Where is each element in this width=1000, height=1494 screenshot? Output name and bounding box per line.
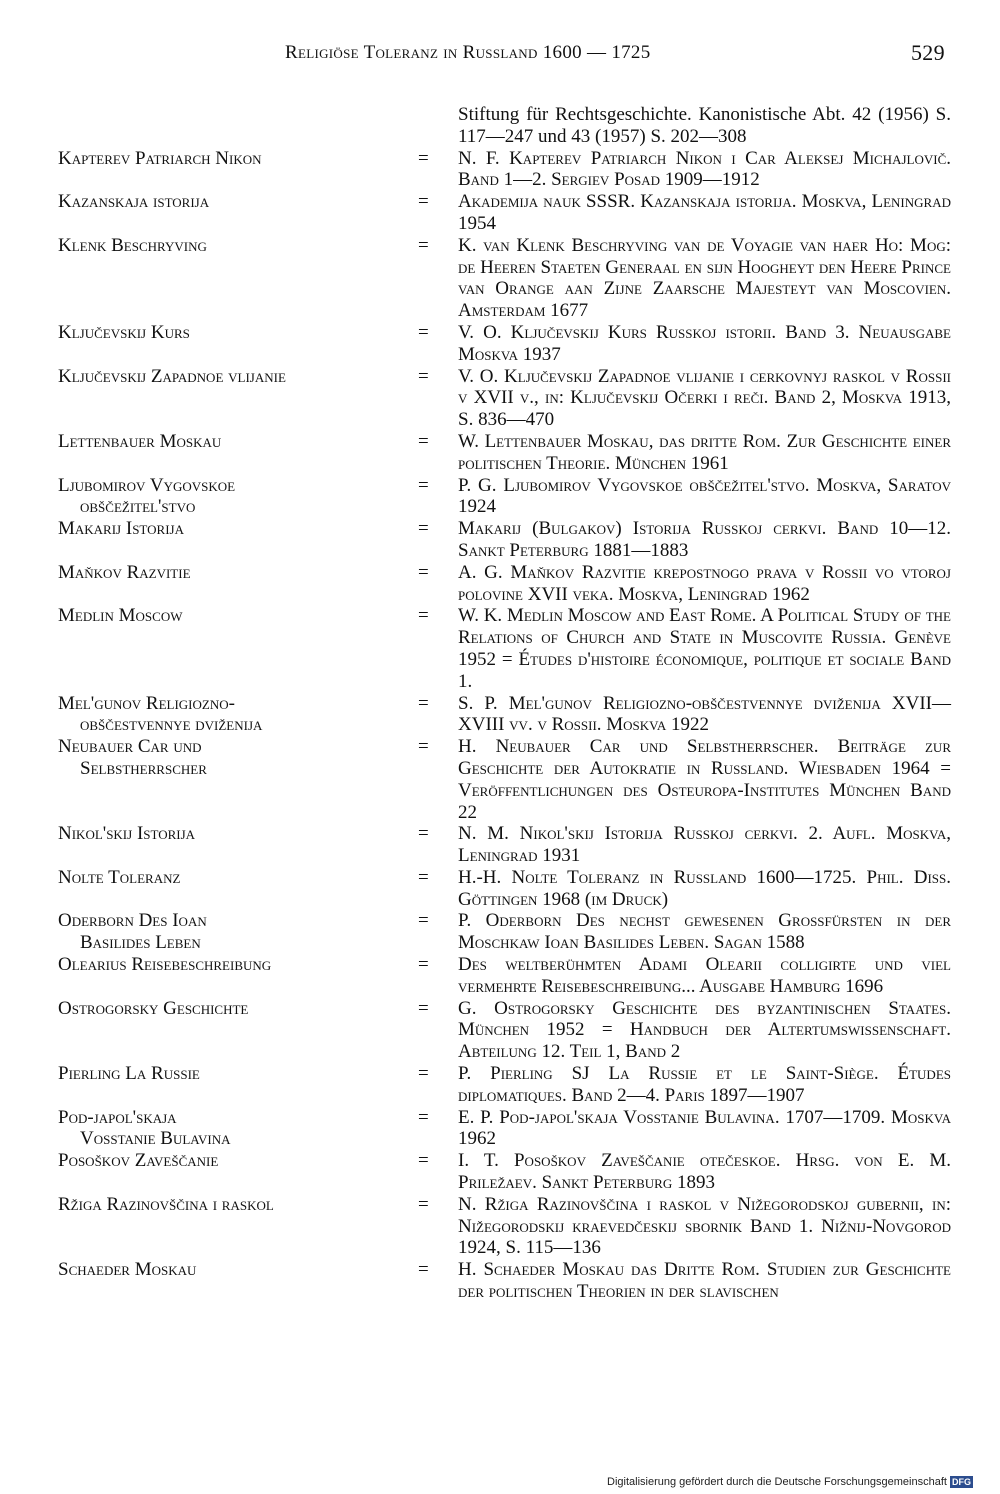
equals-sign: = — [418, 997, 429, 1019]
bibliography-entry — [58, 693, 951, 737]
entry-key — [58, 910, 413, 954]
entry-key-line2: Basilides Leben — [80, 932, 201, 954]
entry-value: V. O. Ključevskij Kurs Russkoj istorii. Band 3. Neuausgabe Moskva 1937 — [458, 321, 951, 365]
entry-key — [58, 148, 413, 192]
bibliography-entry — [58, 1107, 951, 1151]
continuation-text: Stiftung für Rechtsgeschichte. Kanonistische Abt. 42 (1956) S. 117—247 und 43 (1957) S. 202—308 — [458, 104, 951, 147]
entry-key-line1: Medlin Moscow — [58, 605, 183, 627]
equals-sign: = — [418, 910, 429, 932]
bibliography-entry — [58, 910, 951, 954]
entry-value: Makarij (Bulgakov) Istorija Russkoj cerkvi. Band 10—12. Sankt Peterburg 1881—1883 — [458, 518, 951, 561]
entry-key — [58, 562, 413, 606]
entry-key — [58, 431, 413, 475]
entry-key-line2: Vosstanie Bulavina — [80, 1128, 231, 1150]
equals-sign: = — [418, 430, 429, 452]
equals-sign: = — [418, 1193, 429, 1215]
bibliography-entry — [58, 1150, 951, 1194]
entry-key-line1: Ržiga Razinovščina i raskol — [58, 1193, 274, 1215]
bibliography-list — [58, 104, 951, 1303]
equals-sign: = — [418, 147, 429, 169]
entry-key-line1: Olearius Reisebeschreibung — [58, 954, 272, 976]
bibliography-entry — [58, 431, 951, 475]
bibliography-entry — [58, 475, 951, 519]
entry-key-line1: Kazanskaja istorija — [58, 191, 210, 213]
bibliography-entry — [58, 736, 951, 823]
dfg-logo-icon: DFG — [951, 1477, 971, 1487]
page-number: 529 — [911, 40, 945, 65]
entry-key — [58, 823, 413, 867]
continuation-entry — [58, 104, 951, 148]
bibliography-entry — [58, 518, 951, 562]
entry-value: V. O. Ključevskij Zapadnoe vlijanie i cerkovnyj raskol v Rossii v XVII v., in: Ključevskij Očerki i reči. Band 2, Moskva 1913, S. 836—470 — [458, 365, 951, 431]
entry-key — [58, 518, 413, 562]
entry-value: Des weltberühmten Adami Olearii colligirte und viel vermehrte Reisebeschreibung... Ausgabe Hamburg 1696 — [458, 954, 951, 997]
entry-key — [58, 867, 413, 911]
equals-sign: = — [418, 191, 429, 213]
footer-text: Digitalisierung gefördert durch die Deutsche Forschungsgemeinschaft — [607, 1476, 947, 1488]
bibliography-entry — [58, 366, 951, 431]
entry-key-line1: Posoškov Zaveščanie — [58, 1150, 219, 1172]
entry-value: N. Ržiga Razinovščina i raskol v Nižegorodskoj gubernii, in: Nižegorodskij kraevedčeskij sbornik Band 1. Nižnij-Novgorod 1924, S. 115—136 — [458, 1193, 951, 1259]
entry-key — [58, 1150, 413, 1194]
entry-value: H. Schaeder Moskau das Dritte Rom. Studien zur Geschichte der politischen Theorien in der slavischen — [458, 1259, 951, 1303]
entries — [58, 148, 951, 1303]
bibliography-entry — [58, 322, 951, 366]
bibliography-entry — [58, 235, 951, 322]
bibliography-entry — [58, 1194, 951, 1259]
entry-value: S. P. Mel'gunov Religiozno-obščestvennye dviženija XVII—XVIII vv. v Rossii. Moskva 1922 — [458, 692, 951, 736]
entry-key — [58, 1063, 413, 1107]
entry-key — [58, 1194, 413, 1259]
equals-sign: = — [418, 954, 429, 976]
bibliography-entry — [58, 605, 951, 692]
bibliography-entry — [58, 867, 951, 911]
equals-sign: = — [418, 1259, 429, 1281]
equals-sign: = — [418, 474, 429, 496]
bibliography-entry — [58, 823, 951, 867]
bibliography-entry — [58, 954, 951, 998]
entry-value: A. G. Maňkov Razvitie krepostnogo prava v Rossii vo vtoroj polovine XVII veka. Moskva, Leningrad 1962 — [458, 561, 951, 605]
entry-key-line1: Neubauer Car und — [58, 736, 202, 758]
entry-key-line2: obščestvennye dviženija — [80, 714, 263, 736]
entry-key — [58, 475, 413, 519]
entry-key-line1: Schaeder Moskau — [58, 1259, 197, 1281]
entry-key — [58, 235, 413, 322]
entry-key-line1: Mel'gunov Religiozno- — [58, 692, 235, 714]
equals-sign: = — [418, 321, 429, 343]
entry-key — [58, 322, 413, 366]
entry-value: K. van Klenk Beschryving van de Voyagie van haer Ho: Mog: de Heeren Staeten Generaal en sijn Hoogheyt den Heere Prince van Orange aan Zijne Zaarsche Majesteyt van Moscovien. Amsterdam 1677 — [458, 234, 951, 322]
entry-key — [58, 605, 413, 692]
entry-key-line1: Lettenbauer Moskau — [58, 430, 222, 452]
bibliography-entry — [58, 998, 951, 1063]
entry-value: H. Neubauer Car und Selbstherrscher. Beiträge zur Geschichte der Autokratie in Rußland. Wiesbaden 1964 = Veröffentlichungen des Osteuropa-Institutes München Band 22 — [458, 736, 951, 823]
entry-key-line1: Oderborn Des Ioan — [58, 910, 207, 932]
entry-key-line1: Ključevskij Zapadnoe vlijanie — [58, 365, 286, 387]
equals-sign: = — [418, 365, 429, 387]
footer — [607, 1476, 973, 1488]
entry-key-line1: Kapterev Patriarch Nikon — [58, 147, 262, 169]
bibliography-entry — [58, 562, 951, 606]
equals-sign: = — [418, 1063, 429, 1085]
equals-sign: = — [418, 736, 429, 758]
entry-key-line1: Pod-japol'skaja — [58, 1106, 177, 1128]
entry-key — [58, 366, 413, 431]
entry-value: I. T. Posoškov Zaveščanie otečeskoe. Hrsg. von E. M. Priležaev. Sankt Peterburg 1893 — [458, 1150, 951, 1194]
bibliography-entry — [58, 1063, 951, 1107]
equals-sign: = — [418, 1150, 429, 1172]
running-title: Religiöse Toleranz in Russland 1600 — 1725 — [285, 42, 651, 63]
bibliography-entry — [58, 1259, 951, 1303]
entry-value: W. K. Medlin Moscow and East Rome. A Political Study of the Relations of Church and State in Muscovite Russia. Genève 1952 = Études d'histoire économique, politique et sociale Band 1. — [458, 605, 951, 692]
equals-sign: = — [418, 866, 429, 888]
entry-key-line1: Ljubomirov Vygovskoe — [58, 474, 236, 496]
bibliography-entry — [58, 191, 951, 235]
running-header — [0, 38, 1000, 74]
bibliography-entry — [58, 148, 951, 192]
entry-key — [58, 693, 413, 737]
entry-key-line1: Ključevskij Kurs — [58, 321, 190, 343]
entry-key-line1: Ostrogorsky Geschichte — [58, 997, 249, 1019]
entry-key-line2: obščežitel'stvo — [80, 496, 196, 518]
entry-value: W. Lettenbauer Moskau, das dritte Rom. Zur Geschichte einer politischen Theorie. München 1961 — [458, 430, 951, 474]
entry-key-line1: Pierling La Russie — [58, 1063, 200, 1085]
equals-sign: = — [418, 561, 429, 583]
entry-key — [58, 1107, 413, 1151]
entry-value: P. Oderborn Des nechst gewesenen Großfürsten in der Moschkaw Ioan Basilides Leben. Sagan 1588 — [458, 910, 951, 954]
entry-key — [58, 1259, 413, 1303]
entry-key-line1: Makarij Istorija — [58, 518, 184, 540]
equals-sign: = — [418, 518, 429, 540]
entry-value: H.-H. Nolte Toleranz in Rußland 1600—1725. Phil. Diss. Göttingen 1968 (im Druck) — [458, 866, 951, 910]
entry-value: P. Pierling SJ La Russie et le Saint-Siège. Études diplomatiques. Band 2—4. Paris 1897—1907 — [458, 1063, 951, 1106]
entry-key-line1: Klenk Beschryving — [58, 234, 207, 256]
entry-key-line2: Selbstherrscher — [80, 757, 207, 779]
entry-value: P. G. Ljubomirov Vygovskoe obščežitel'stvo. Moskva, Saratov 1924 — [458, 474, 951, 518]
entry-value: Akademija nauk SSSR. Kazanskaja istorija. Moskva, Leningrad 1954 — [458, 191, 951, 234]
entry-key — [58, 191, 413, 235]
equals-sign: = — [418, 234, 429, 256]
entry-key-line1: Nikol'skij Istorija — [58, 823, 196, 845]
entry-key — [58, 998, 413, 1063]
entry-value: N. F. Kapterev Patriarch Nikon i Car Aleksej Michajlovič. Band 1—2. Sergiev Posad 1909—1912 — [458, 147, 951, 191]
entry-value: E. P. Pod-japol'skaja Vosstanie Bulavina. 1707—1709. Moskva 1962 — [458, 1106, 951, 1150]
equals-sign: = — [418, 692, 429, 714]
entry-key — [58, 954, 413, 998]
entry-key-line1: Nolte Toleranz — [58, 866, 181, 888]
entry-value: G. Ostrogorsky Geschichte des byzantinischen Staates. München 1952 = Handbuch der Altertumswissenschaft. Abteilung 12. Teil 1, Band 2 — [458, 997, 951, 1063]
entry-key-line1: Maňkov Razvitie — [58, 561, 191, 583]
entry-value: N. M. Nikol'skij Istorija Russkoj cerkvi. 2. Aufl. Moskva, Leningrad 1931 — [458, 823, 951, 867]
equals-sign: = — [418, 1106, 429, 1128]
entry-key — [58, 736, 413, 823]
equals-sign: = — [418, 823, 429, 845]
equals-sign: = — [418, 605, 429, 627]
